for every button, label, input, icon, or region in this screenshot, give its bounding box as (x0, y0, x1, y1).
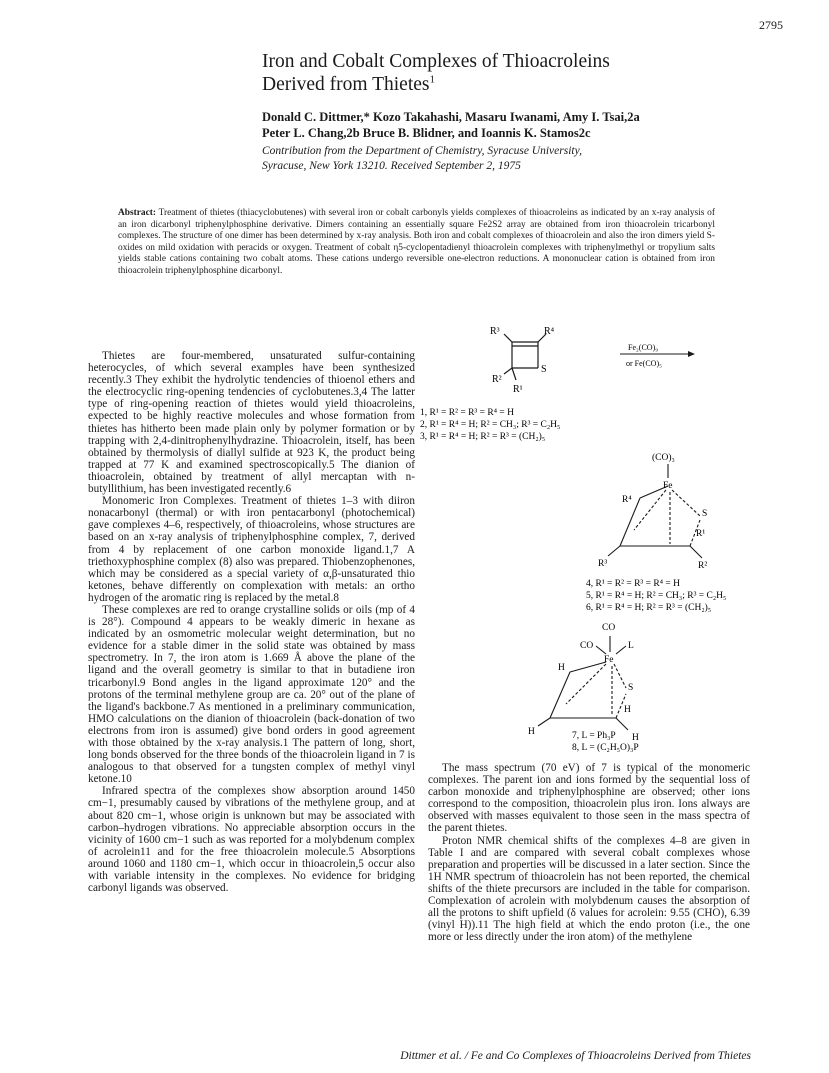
title-line-1: Iron and Cobalt Complexes of Thioacroleins (262, 51, 610, 72)
complex-co3-label: (CO)₃ (652, 453, 675, 463)
affiliation-line-2: Syracuse, New York 13210. Received September 2, 1975 (262, 160, 521, 172)
thiete-s-label: S (541, 364, 547, 375)
authors-line-2: Peter L. Chang,2b Bruce B. Blidner, and Ioannis K. Stamos2c (262, 125, 591, 140)
complex-r3-label: R³ (598, 559, 608, 569)
paragraph-monomeric: Monomeric Iron Complexes. Treatment of thietes 1–3 with diiron nonacarbonyl (thermal) or with iron pentacarbonyl (photochemical) gave complexes 4–6, respectively, of thioacroleins, whose structures are based on an x-ray analysis of triphenylphosphine complex, 7, derived from 4 by replacement of one carbon monoxide ligand.1,7 A triethoxyphosphine complex (8) also was prepared. Thiobenzophenones, which may be considered as a special variety of α,β-unsaturated thio ketones, behave differently on complexation with metals: an ortho hydrogen of the aromatic ring is replaced by the metal.8 (88, 495, 415, 604)
complex-s-label: S (702, 509, 708, 519)
complex2-s-label: S (628, 683, 634, 693)
thiete-r2-label: R² (492, 374, 502, 385)
reagent-bottom: or Fe(CO)₅ (626, 359, 662, 368)
paragraph-infrared: Infrared spectra of the complexes show absorption around 1450 cm−1, presumably caused by vibrations of the methylene group, and at about 820 cm−1, whose origin is unknown but may be associated with carbon–hydrogen vibrations. No appreciable absorption occurs in the vicinity of 1600 cm−1 such as was reported for a molybdenum complex of acrolein11 and for the free thioacrolein molecule.5 Absorptions around 1060 and 1180 cm−1, which occur in thioacrolein,5 occur also with variable intensity in the complexes. No evidence for bridging carbonyl ligands was observed. (88, 785, 415, 895)
left-column (88, 350, 415, 894)
reaction-arrow-head (688, 351, 695, 357)
complex2-h-left-label: H (528, 727, 535, 737)
paragraph-intro: Thietes are four-membered, unsaturated sulfur-containing heterocycles, of which several examples have been synthesized recently.3 They exhibit the hydrolytic tendencies of thioenol ethers and the electrocyclic ring-opening tendencies of cyclobutenes.3,4 The latter type of ring-opening reaction of thietes would yield thioacroleins, expected to be highly reactive molecules and whose formation from thietes has hitherto been made plain only by polymer formation or by trapping with 2,4-dinitrophenylhydrazine. Thioacrolein, itself, has been obtained by thermolysis of diallyl sulfide at 923 K, the product being trapped at 77 K and examined spectroscopically.5 The dianion of thioacrolein, obtained by treatment of allyl mercaptan with n-butyllithium, has been investigated recently.6 (88, 350, 415, 496)
abstract-label: Abstract: (118, 208, 157, 218)
complex-r1-label: R¹ (696, 529, 706, 539)
thiete-structure (504, 334, 546, 380)
complex2-h-right-label: H (624, 705, 631, 715)
paragraph-nmr: Proton NMR chemical shifts of the complexes 4–8 are given in Table I and are compared with several cobalt complexes whose preparation and properties will be discussed in a later section. Since the 1H NMR spectrum of thioacrolein has not been reported, the chemical shifts of the thiete precursors are included in the table for comparison. Complexation of acrolein with molybdenum causes the absorption of all the protons to shift upfield (δ values for acrolein: 9.55 (CHO), 6.39 (vinyl H)).11 The high field at which the endo proton (i.e., the one more or less directly under the iron atom) of the methylene (428, 834, 750, 944)
compound-3-label: 3, R¹ = R⁴ = H; R² = R³ = (CH₂)₅ (420, 432, 546, 442)
complex-r2-label: R² (698, 561, 708, 571)
paragraph-mass-spectrum: The mass spectrum (70 eV) of 7 is typical of the monomeric complexes. The parent ion and ions formed by the sequential loss of carbon monoxide and triphenylphosphine are observed; other ions correspond to the composition, thioacrolein plus iron. Ions always are observed with masses equivalent to those seen in the mass spectra of the parent thietes. (428, 762, 750, 835)
page-number: 2795 (759, 18, 783, 32)
complex-r4-label: R⁴ (622, 495, 632, 505)
reagent-top: Fe₂(CO)₉ (628, 343, 659, 352)
authors-line-1: Donald C. Dittmer,* Kozo Takahashi, Masaru Iwanami, Amy I. Tsai,2a (262, 110, 640, 124)
abstract (118, 208, 715, 278)
iron-complex-structure (608, 464, 702, 558)
compound-7-label: 7, L = Ph₃P (572, 731, 616, 741)
author-list (262, 110, 782, 141)
complex2-co-top-label: CO (602, 623, 616, 633)
compound-8-label: 8, L = (C₂H₅O)₃P (572, 743, 639, 753)
affiliation-line-1: Contribution from the Department of Chemistry, Syracuse University, (262, 145, 582, 157)
title-line-2: Derived from Thietes (262, 74, 430, 95)
compound-4-label: 4, R¹ = R² = R³ = R⁴ = H (586, 579, 680, 589)
compound-1-label: 1, R¹ = R² = R³ = R⁴ = H (420, 408, 514, 418)
complex2-co-left-label: CO (580, 641, 594, 651)
title-footnote-mark: 1 (429, 73, 436, 86)
compound-5-label: 5, R¹ = R⁴ = H; R² = CH₃; R³ = C₂H₅ (586, 591, 727, 601)
running-footer: Dittmer et al. / Fe and Co Complexes of Thioacroleins Derived from Thietes (400, 1050, 751, 1062)
complex-fe-label: Fe (663, 481, 673, 491)
affiliation (262, 144, 782, 174)
article-title (262, 50, 610, 96)
thiete-r3-label: R³ (490, 326, 500, 337)
complex2-h-bottom-label: H (632, 733, 639, 743)
thiete-r1-label: R¹ (513, 384, 523, 395)
compound-2-label: 2, R¹ = R⁴ = H; R² = CH₃; R³ = C₂H₅ (420, 420, 561, 430)
abstract-text: Treatment of thietes (thiacyclobutenes) with several iron or cobalt carbonyls yields complexes of thioacroleins as indicated by an x-ray analysis of an iron dicarbonyl triphenylphosphine derivative. Dimers containing an essentially square Fe2S2 array are obtained from iron thioacrolein tricarbonyl complexes. The structure of one dimer has been determined by x-ray analysis. Both iron and cobalt complexes of thioacrolein and also the iron dimers yield S-oxides on mild oxidation with peracids or oxygen. Treatment of cobalt η5-cyclopentadienyl thioacrolein complexes with triphenylmethyl or tropylium salts yields stable cations containing two cobalt atoms. These cations undergo reversible one-electron reductions. A mononuclear cation is obtained from iron thioacrolein triphenylphosphine dicarbonyl. (118, 208, 715, 276)
paragraph-properties: These complexes are red to orange crystalline solids or oils (mp of 4 is 28°). Compound 4 appears to be weakly dimeric in hexane as indicated by an osmometric molecular weight determination, but no evidence for a stable dimer in the solid state was obtained by mass spectrometry. In 7, the iron atom is 1.669 Å above the plane of the ligand and the overall geometry is similar to that in butadiene iron tricarbonyl.9 Bond angles in the ligand approximate 120° and the protons of the terminal methylene group are ca. 20° out of the plane of the ligand's backbone.7 As mentioned in a preliminary communication, HMO calculations on the dianion of thioacrolein (back-donation of two electrons from iron is assumed) give bond orders in good agreement with those obtained by the x-ray analysis.1 The pattern of long, short, long bonds observed for the three bonds of the thioacrolein ligand in 7 is analogous to that observed for a tungsten complex of methyl vinyl ketone.10 (88, 603, 415, 786)
complex2-l-label: L (628, 641, 634, 651)
compound-6-label: 6, R¹ = R⁴ = H; R² = R³ = (CH₂)₅ (586, 603, 712, 613)
complex2-h-top-label: H (558, 663, 565, 673)
reaction-scheme (420, 320, 780, 760)
complex2-fe-label: Fe (604, 655, 614, 665)
right-column (428, 762, 750, 943)
thiete-r4-label: R⁴ (544, 326, 555, 337)
